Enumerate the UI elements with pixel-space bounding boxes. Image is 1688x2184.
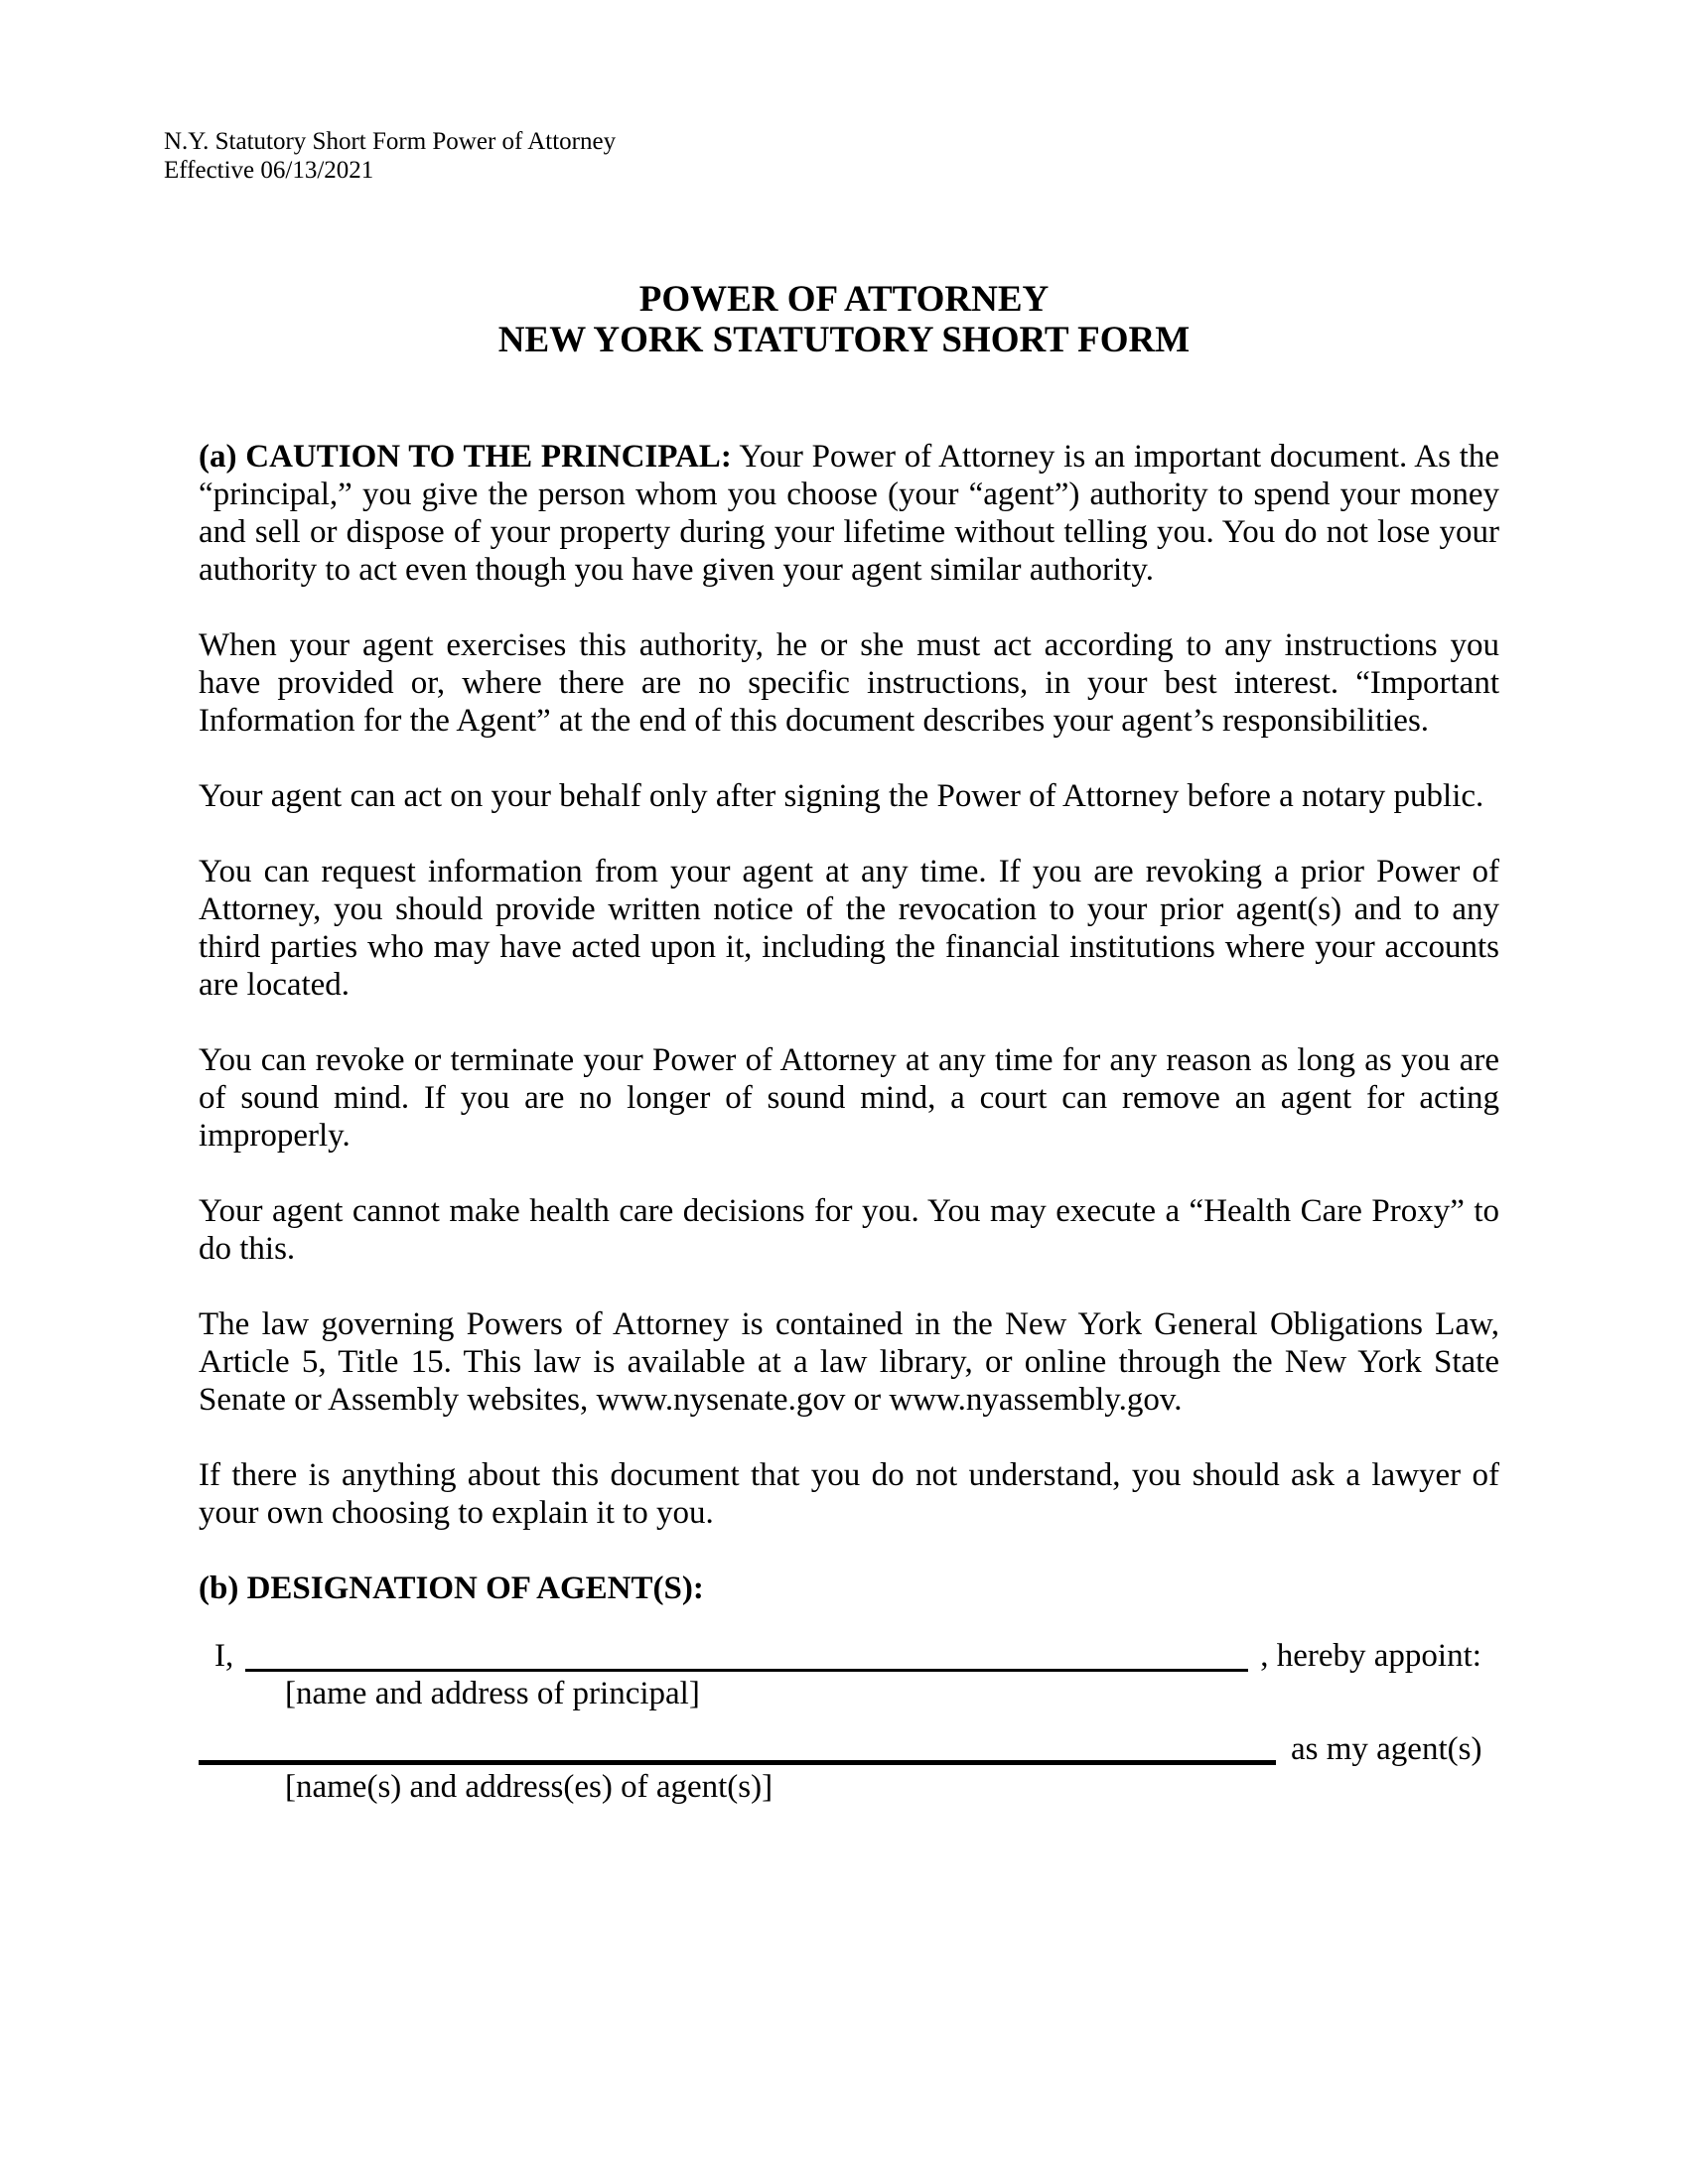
doc-header-line2: Effective 06/13/2021 xyxy=(164,157,374,184)
body-text xyxy=(199,438,1499,1806)
doc-title-line1: POWER OF ATTORNEY xyxy=(638,279,1050,320)
paragraph: The law governing Powers of Attorney is contained in the New York General Obligations Law, Article 5, Title 15. This law is available at a law library, or online through the New York State Senate or Assembly websites, www.nysenate.gov or www.nyassembly.gov. xyxy=(199,1306,1499,1418)
doc-title-line2: NEW YORK STATUTORY SHORT FORM xyxy=(497,320,1191,360)
principal-label: [name and address of principal] xyxy=(285,1676,700,1711)
paragraph: When your agent exercises this authority, he or she must act according to any instructions you have provided or, where there are no specific instructions, in your best interest. “Important Information for the Agent” at the end of this document describes your agent’s responsibilities. xyxy=(199,627,1499,739)
agent-row xyxy=(199,1730,1499,1768)
principal-row-tail: , hereby appoint: xyxy=(1260,1638,1481,1674)
paragraph: If there is anything about this document that you do not understand, you should ask a lawyer of your own choosing to explain it to you. xyxy=(199,1457,1499,1531)
principal-name-blank[interactable] xyxy=(245,1659,1248,1672)
section-b-heading: (b) DESIGNATION OF AGENT(S): xyxy=(199,1570,704,1606)
doc-header xyxy=(0,0,1688,185)
paragraph: You can revoke or terminate your Power of Attorney at any time for any reason as long as you are of sound mind. If you are no longer of sound mind, a court can remove an agent for acting improperly. xyxy=(199,1042,1499,1154)
caution-lead: (a) CAUTION TO THE PRINCIPAL: xyxy=(199,439,732,475)
caution-text: Your Power of Attorney is an important document. As the “principal,” you give the person whom you choose (your “agent”) authority to spend your money and sell or dispose of your property during your lifetime without telling you. You do not lose your authority to act even though you have given your agent similar authority. xyxy=(199,439,1499,588)
paragraph: Your agent can act on your behalf only after signing the Power of Attorney before a notary public. xyxy=(199,778,1484,814)
doc-header-line1: N.Y. Statutory Short Form Power of Attorney xyxy=(164,128,617,155)
principal-row-prefix: I, xyxy=(214,1638,234,1674)
agent-label: [name(s) and address(es) of agent(s)] xyxy=(285,1769,774,1805)
paragraph: You can request information from your agent at any time. If you are revoking a prior Power of Attorney, you should provide written notice of the revocation to your prior agent(s) and to any third parties who may have acted upon it, including the financial institutions where your accounts are located. xyxy=(199,854,1499,1003)
paragraph: Your agent cannot make health care decisions for you. You may execute a “Health Care Proxy” to do this. xyxy=(199,1193,1499,1267)
principal-row xyxy=(199,1637,1499,1675)
agent-name-blank[interactable] xyxy=(199,1750,1276,1765)
paragraph-caution xyxy=(199,438,1499,589)
doc-title xyxy=(0,279,1688,360)
agent-row-tail: as my agent(s) xyxy=(1291,1731,1482,1767)
